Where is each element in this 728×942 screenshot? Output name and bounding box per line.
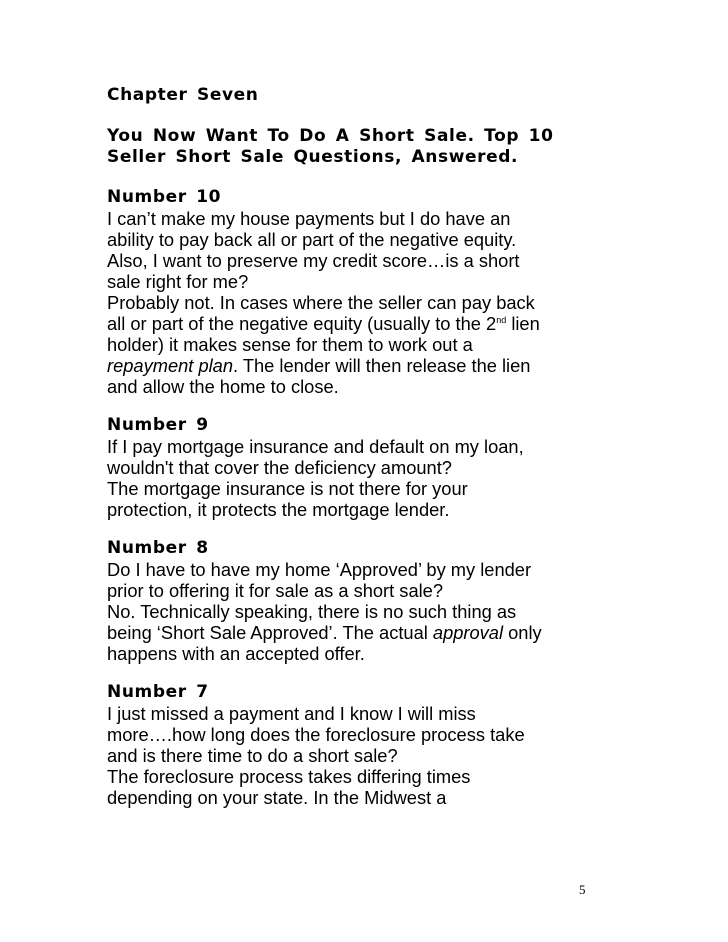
body-line	[107, 622, 682, 643]
body-line	[107, 313, 682, 334]
body-line: prior to offering it for sale as a short sale?	[107, 580, 444, 601]
section-body	[107, 703, 682, 808]
page-number: 5	[579, 882, 586, 897]
body-line: The foreclosure process takes differing times	[107, 766, 471, 787]
body-line: I just missed a payment and I know I will miss	[107, 703, 476, 724]
emphasis-text: approval	[432, 622, 504, 643]
body-text: . The lender will then release the lien	[233, 355, 531, 376]
body-line: protection, it protects the mortgage lender.	[107, 499, 450, 520]
section-number: Number 8	[107, 538, 209, 558]
section-number: Number 7	[107, 682, 209, 702]
body-text: lien	[506, 313, 540, 334]
body-line: I can’t make my house payments but I do have an	[107, 208, 511, 229]
body-line: happens with an accepted offer.	[107, 643, 365, 664]
body-line: more….how long does the foreclosure process take	[107, 724, 525, 745]
body-text: all or part of the negative equity (usually to the 2	[107, 313, 497, 334]
question-section-7	[107, 682, 682, 808]
body-line: holder) it makes sense for them to work out a	[107, 334, 473, 355]
ordinal-superscript: nd	[496, 315, 507, 325]
body-line: If I pay mortgage insurance and default on my loan,	[107, 436, 524, 457]
chapter-title: Chapter Seven	[107, 85, 259, 105]
emphasis-text: repayment plan	[107, 355, 234, 376]
heading-line: Seller Short Sale Questions, Answered.	[107, 147, 519, 167]
question-section-10	[107, 187, 682, 397]
body-line: ability to pay back all or part of the negative equity.	[107, 229, 517, 250]
heading-line: You Now Want To Do A Short Sale. Top 10	[107, 126, 554, 146]
body-line: sale right for me?	[107, 271, 249, 292]
body-line: wouldn't that cover the deficiency amount?	[107, 457, 452, 478]
body-text: only	[503, 622, 542, 643]
section-number: Number 10	[107, 187, 222, 207]
body-line: No. Technically speaking, there is no such thing as	[107, 601, 517, 622]
section-body	[107, 436, 682, 520]
section-body	[107, 208, 682, 397]
body-line: Probably not. In cases where the seller can pay back	[107, 292, 535, 313]
body-line: The mortgage insurance is not there for your	[107, 478, 468, 499]
body-text: being ‘Short Sale Approved’. The actual	[107, 622, 433, 643]
question-section-9	[107, 415, 682, 520]
body-line: and allow the home to close.	[107, 376, 339, 397]
page-content	[107, 85, 682, 826]
body-line: depending on your state. In the Midwest a	[107, 787, 447, 808]
body-line: and is there time to do a short sale?	[107, 745, 398, 766]
section-body	[107, 559, 682, 664]
body-line: Also, I want to preserve my credit score…is a short	[107, 250, 520, 271]
chapter-heading	[107, 126, 682, 168]
section-number: Number 9	[107, 415, 209, 435]
question-section-8	[107, 538, 682, 664]
body-line: Do I have to have my home ‘Approved’ by my lender	[107, 559, 532, 580]
body-line	[107, 355, 682, 376]
